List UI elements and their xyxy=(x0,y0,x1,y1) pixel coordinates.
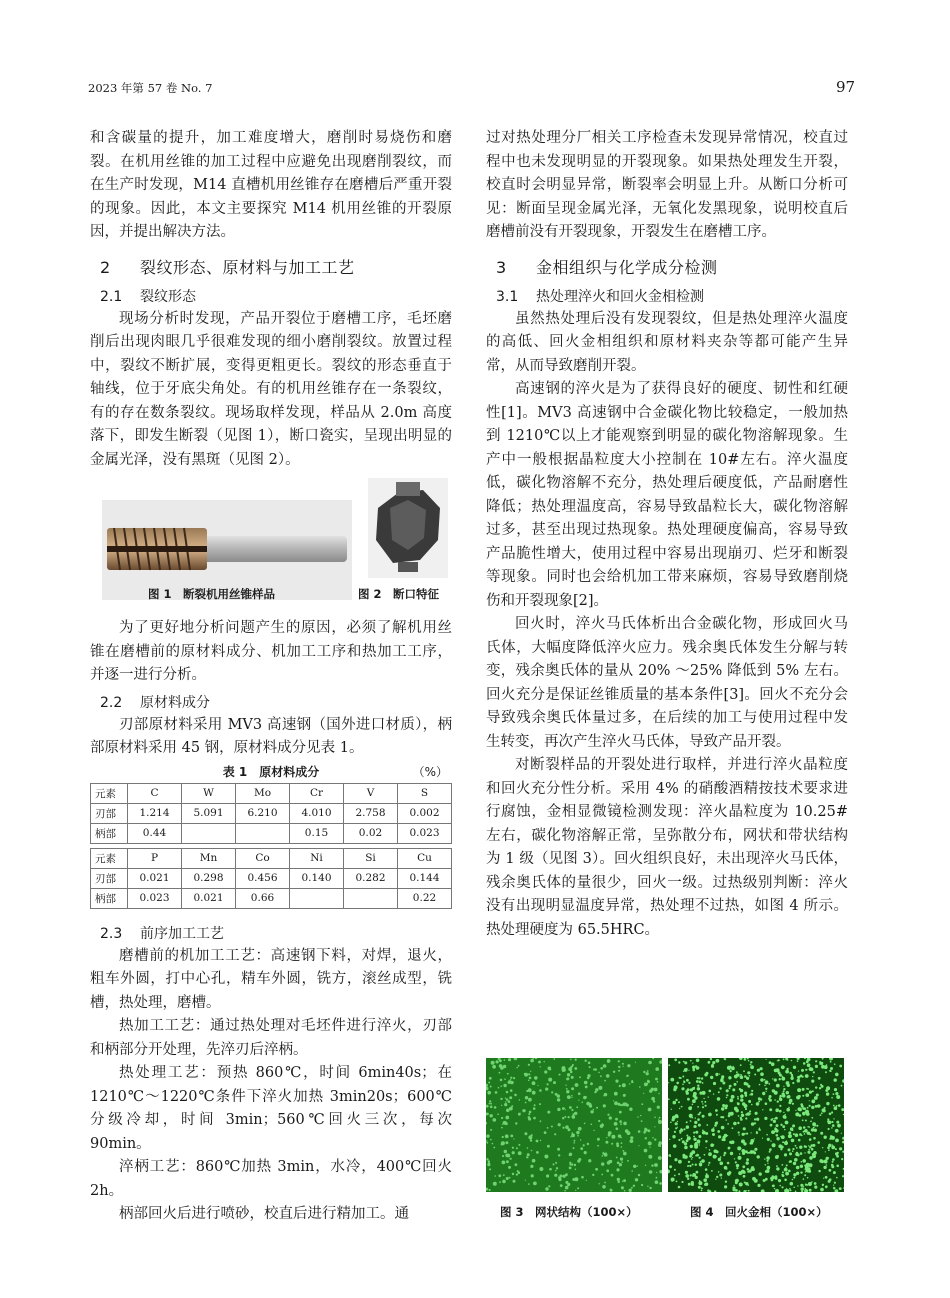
table-cell xyxy=(236,823,290,843)
figure-3-caption: 图 3 网状结构（100×） xyxy=(500,1205,638,1219)
table-cell: 0.66 xyxy=(236,888,290,908)
table-cell: 0.298 xyxy=(182,868,236,888)
figure-2-caption: 图 2 断口特征 xyxy=(358,587,440,601)
section-title: 金相组织与化学成分检测 xyxy=(536,257,718,277)
continued-paragraph: 过对热处理分厂相关工序检查未发现异常情况，校直过程中也未发现明显的开裂现象。如果热处理发生开裂，校直时会明显异常，断裂率会明显上升。从断口分析可见：断面呈现金属光泽，无氧化发黑现象，说明校直后磨槽前没有开裂现象，开裂发生在磨槽工序。 xyxy=(486,130,848,240)
figures-1-2 xyxy=(90,482,452,617)
table-cell xyxy=(182,823,236,843)
table-row xyxy=(91,868,452,888)
table-cell: P xyxy=(128,848,182,868)
table-cell: 5.091 xyxy=(182,803,236,823)
section-2-2-heading xyxy=(100,692,452,712)
shank-quench-paragraph: 淬柄工艺：860℃加热 3min，水冷，400℃回火 2h。 xyxy=(90,1159,452,1199)
row-label-cell: 刃部 xyxy=(91,803,128,823)
row-label-cell: 刃部 xyxy=(91,868,128,888)
right-column xyxy=(486,127,848,942)
journal-header: 2023 年第 57 卷 No. 7 xyxy=(88,81,213,95)
broken-tap-photo xyxy=(102,500,352,600)
section-title: 热处理淬火和回火金相检测 xyxy=(536,288,704,305)
table-cell: 0.023 xyxy=(128,888,182,908)
section-title: 前序加工工艺 xyxy=(140,925,224,942)
table-cell: 0.002 xyxy=(398,803,452,823)
material-composition-table-2 xyxy=(90,848,452,909)
table-cell: 0.021 xyxy=(128,868,182,888)
table-cell: Mn xyxy=(182,848,236,868)
table-cell: 0.456 xyxy=(236,868,290,888)
left-column xyxy=(90,127,452,1227)
table-1-title xyxy=(90,761,452,783)
crack-morphology-paragraph: 现场分析时发现，产品开裂位于磨槽工序，毛坯磨削后出现肉眼几乎很难发现的细小磨削裂纹。放置过程中，裂纹不断扩展，变得更粗更长。裂纹的形态垂直于轴线，位于牙底尖角处。有的机用丝锥存在一条裂纹，有的存在数条裂纹。现场取样发现，样品从 2.0m 高度落下，即发生断裂（见图 1），断口瓷实，呈现出明显的金属光泽，没有黑斑（见图 2）。 xyxy=(90,310,452,468)
table-cell: 6.210 xyxy=(236,803,290,823)
table-cell: Si xyxy=(344,848,398,868)
table-cell: 0.282 xyxy=(344,868,398,888)
section-number: 2.2 xyxy=(100,694,123,711)
fracture-surface-photo xyxy=(368,478,448,578)
row-label-cell: 柄部 xyxy=(91,823,128,843)
table-cell: Mo xyxy=(236,783,290,803)
tempering-paragraph: 回火时，淬火马氏体析出合金碳化物，形成回火马氏体，大幅度降低淬火应力。残余奥氏体发生分解与转变，残余奥氏体的量从 20% ～25% 降低到 5% 左右。回火充分是保证丝锥质量的基本条件[3]。回火不充分会导致残余奥氏体量过多，在后续的加工与使用过程中发生转变，再次产生淬火马氏体，导致产品开裂。 xyxy=(486,616,848,750)
section-number: 3 xyxy=(496,257,507,277)
table-cell: 0.02 xyxy=(344,823,398,843)
figure-4-caption: 图 4 回火金相（100×） xyxy=(690,1205,828,1219)
intro-paragraph: 和含碳量的提升，加工难度增大，磨削时易烧伤和磨裂。在机用丝锥的加工过程中应避免出现磨削裂纹，而在生产时发现，M14 直槽机用丝锥存在磨槽后严重开裂的现象。因此，本文主要探究 M14 机用丝锥的开裂原因，并提出解决方法。 xyxy=(90,130,452,240)
table-cell: 0.15 xyxy=(290,823,344,843)
table-cell: 0.023 xyxy=(398,823,452,843)
table-cell: 0.144 xyxy=(398,868,452,888)
section-number: 2.3 xyxy=(100,925,123,942)
tempered-structure-image xyxy=(668,1058,844,1192)
section-2-3-heading xyxy=(100,923,452,943)
table-cell: 0.021 xyxy=(182,888,236,908)
row-label-cell: 元素 xyxy=(91,848,128,868)
raw-material-paragraph: 刃部原材料采用 MV3 高速钢（国外进口材质），柄部原材料采用 45 钢，原材料成分见表 1。 xyxy=(90,716,452,756)
analysis-intro-paragraph: 为了更好地分析问题产生的原因，必须了解机用丝锥在磨槽前的原材料成分、机加工工序和热加工工序，并逐一进行分析。 xyxy=(90,620,452,683)
shank-finishing-paragraph: 柄部回火后进行喷砂，校直后进行精加工。通 xyxy=(119,1206,409,1222)
figure-4-micrograph xyxy=(668,1058,844,1196)
section-title: 裂纹形态 xyxy=(140,288,196,305)
table-cell: 0.140 xyxy=(290,868,344,888)
table-cell: Ni xyxy=(290,848,344,868)
table-cell: V xyxy=(344,783,398,803)
table-cell: 0.44 xyxy=(128,823,182,843)
figure-1-caption: 图 1 断裂机用丝锥样品 xyxy=(148,587,276,601)
table-caption: 表 1 原材料成分 xyxy=(222,764,320,779)
section-2-1-heading xyxy=(100,286,452,306)
table-unit: （%） xyxy=(412,764,448,779)
section-title: 原材料成分 xyxy=(140,694,210,711)
table-cell: Cu xyxy=(398,848,452,868)
table-cell xyxy=(344,888,398,908)
hot-working-paragraph: 热加工工艺：通过热处理对毛坯件进行淬火，刃部和柄部分开处理，先淬刃后淬柄。 xyxy=(90,1018,452,1058)
row-label-cell: 柄部 xyxy=(91,888,128,908)
table-header-row xyxy=(91,848,452,868)
table-cell: 1.214 xyxy=(128,803,182,823)
table-row xyxy=(91,803,452,823)
page-number: 97 xyxy=(836,78,856,96)
table-row xyxy=(91,888,452,908)
table-header-row xyxy=(91,783,452,803)
figure-3-micrograph xyxy=(486,1058,662,1196)
row-label-cell: 元素 xyxy=(91,783,128,803)
section-3-1-heading xyxy=(496,286,848,306)
section-title: 裂纹形态、原材料与加工工艺 xyxy=(140,257,355,277)
table-row xyxy=(91,823,452,843)
table-cell: Cr xyxy=(290,783,344,803)
table-cell: S xyxy=(398,783,452,803)
material-composition-table-1 xyxy=(90,783,452,844)
sample-analysis-paragraph: 对断裂样品的开裂处进行取样，并进行淬火晶粒度和回火充分性分析。采用 4% 的硝酸酒精按技术要求进行腐蚀，金相显微镜检测发现：淬火晶粒度为 10.25#左右，碳化物溶解正常，呈弥散分布，网状和带状结构为 1 级（见图 3）。回火组织良好，未出现淬火马氏体，残余奥氏体的量很少，回火一级。过热级别判断：淬火没有出现明显温度异常，热处理不过热，如图 4 所示。热处理硬度为 65.5HRC。 xyxy=(486,757,848,938)
table-cell xyxy=(290,888,344,908)
quenching-paragraph: 高速钢的淬火是为了获得良好的硬度、韧性和红硬性[1]。MV3 高速钢中合金碳化物比较稳定，一般加热到 1210℃以上才能观察到明显的碳化物溶解现象。生产中一般根据晶粒度大小控制在 10#左右。淬火温度低，碳化物溶解不充分，热处理后硬度低，产品耐磨性降低；热处理温度高，容易导致晶粒长大，碳化物溶解过多，甚至出现过热现象。热处理硬度偏高，容易导致产品脆性增大，使用过程中容易出现崩刃、烂牙和断裂等现象。同时也会给机加工带来麻烦，容易导致磨削烧伤和开裂现象[2]。 xyxy=(486,381,848,609)
section-number: 2 xyxy=(100,257,111,277)
section-3-heading xyxy=(496,255,848,278)
table-cell: 0.22 xyxy=(398,888,452,908)
network-structure-image xyxy=(486,1058,662,1192)
section-2-heading xyxy=(100,255,452,278)
table-cell: C xyxy=(128,783,182,803)
metallography-intro-paragraph: 虽然热处理后没有发现裂纹，但是热处理淬火温度的高低、回火金相组织和原材料夹杂等都可能产生异常，从而导致磨削开裂。 xyxy=(486,310,848,374)
machining-process-paragraph: 磨槽前的机加工工艺：高速钢下料，对焊，退火，粗车外圆，打中心孔，精车外圆，铣方，滚丝成型，铣槽，热处理，磨槽。 xyxy=(90,947,452,1011)
table-cell: Co xyxy=(236,848,290,868)
section-number: 2.1 xyxy=(100,288,123,305)
table-cell: W xyxy=(182,783,236,803)
section-number: 3.1 xyxy=(496,288,519,305)
table-cell: 4.010 xyxy=(290,803,344,823)
table-cell: 2.758 xyxy=(344,803,398,823)
heat-treatment-paragraph: 热处理工艺：预热 860℃，时间 6min40s；在 1210℃～1220℃条件下淬火加热 3min20s；600℃分级冷却，时间 3min；560℃回火三次，每次 90min。 xyxy=(90,1065,452,1152)
